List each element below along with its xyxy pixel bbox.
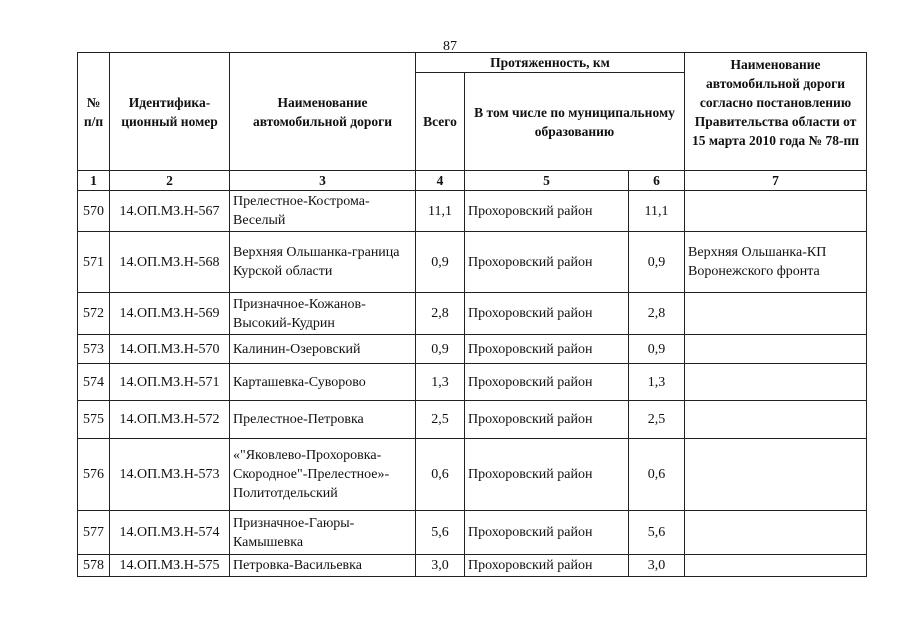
row-road-name: Верхняя Ольшанка-граница Курской области: [230, 232, 416, 293]
row-road-name: Карташевка-Суворово: [230, 364, 416, 401]
row-total: 0,9: [416, 335, 465, 364]
row-district-km: 11,1: [629, 191, 685, 232]
row-id: 14.ОП.МЗ.Н-569: [110, 293, 230, 335]
row-district: Прохоровский район: [465, 335, 629, 364]
row-total: 0,6: [416, 439, 465, 511]
table-row: [78, 364, 867, 401]
header-num: № п/п: [78, 53, 110, 171]
header-length-group: Протяженность, км: [416, 53, 685, 73]
row-district: Прохоровский район: [465, 364, 629, 401]
row-regulation-name: [685, 401, 867, 439]
row-road-name: Призначное-Гаюры-Камышевка: [230, 511, 416, 555]
row-road-name: Калинин-Озеровский: [230, 335, 416, 364]
page-number: 87: [443, 39, 457, 54]
row-district: Прохоровский район: [465, 401, 629, 439]
row-number: 577: [78, 511, 110, 555]
table-row: [78, 401, 867, 439]
row-road-name: Призначное-Кожанов-Высокий-Кудрин: [230, 293, 416, 335]
row-regulation-name: [685, 511, 867, 555]
row-total: 3,0: [416, 555, 465, 577]
column-numbers-row: [78, 171, 867, 191]
row-district: Прохоровский район: [465, 191, 629, 232]
header-road-name: Наименование автомобильной дороги: [230, 53, 416, 171]
row-district: Прохоровский район: [465, 555, 629, 577]
row-road-name: Прелестное-Кострома-Веселый: [230, 191, 416, 232]
row-id: 14.ОП.МЗ.Н-568: [110, 232, 230, 293]
row-total: 5,6: [416, 511, 465, 555]
row-regulation-name: [685, 191, 867, 232]
row-id: 14.ОП.МЗ.Н-574: [110, 511, 230, 555]
row-id: 14.ОП.МЗ.Н-575: [110, 555, 230, 577]
row-id: 14.ОП.МЗ.Н-567: [110, 191, 230, 232]
column-number: 4: [416, 171, 465, 191]
row-number: 570: [78, 191, 110, 232]
row-regulation-name: [685, 293, 867, 335]
row-id: 14.ОП.МЗ.Н-572: [110, 401, 230, 439]
row-district-km: 2,8: [629, 293, 685, 335]
row-district: Прохоровский район: [465, 293, 629, 335]
row-id: 14.ОП.МЗ.Н-570: [110, 335, 230, 364]
row-road-name: «"Яковлево-Прохоровка-Скородное"-Прелестное»-Политотдельский: [230, 439, 416, 511]
column-number: 7: [685, 171, 867, 191]
table-row: [78, 191, 867, 232]
table-row: [78, 232, 867, 293]
header-regulation-name: Наименование автомобильной дороги согласно постановлению Правительства области от 15 марта 2010 года № 78-пп: [685, 53, 867, 171]
row-road-name: Прелестное-Петровка: [230, 401, 416, 439]
row-district-km: 0,9: [629, 335, 685, 364]
row-number: 575: [78, 401, 110, 439]
row-id: 14.ОП.МЗ.Н-571: [110, 364, 230, 401]
row-total: 2,8: [416, 293, 465, 335]
row-district-km: 2,5: [629, 401, 685, 439]
row-total: 11,1: [416, 191, 465, 232]
column-number: 1: [78, 171, 110, 191]
row-district: Прохоровский район: [465, 439, 629, 511]
row-regulation-name: [685, 555, 867, 577]
table-row: [78, 335, 867, 364]
row-number: 578: [78, 555, 110, 577]
table-row: [78, 439, 867, 511]
row-regulation-name: Верхняя Ольшанка-КП Воронежского фронта: [685, 232, 867, 293]
row-district-km: 1,3: [629, 364, 685, 401]
row-road-name: Петровка-Васильевка: [230, 555, 416, 577]
row-number: 571: [78, 232, 110, 293]
row-regulation-name: [685, 439, 867, 511]
table-row: [78, 511, 867, 555]
row-total: 0,9: [416, 232, 465, 293]
row-id: 14.ОП.МЗ.Н-573: [110, 439, 230, 511]
row-district-km: 3,0: [629, 555, 685, 577]
row-regulation-name: [685, 335, 867, 364]
row-number: 573: [78, 335, 110, 364]
row-total: 1,3: [416, 364, 465, 401]
header-total: Всего: [416, 73, 465, 171]
row-number: 576: [78, 439, 110, 511]
column-number: 5: [465, 171, 629, 191]
column-number: 3: [230, 171, 416, 191]
row-district-km: 0,6: [629, 439, 685, 511]
header-municipal: В том числе по муниципальному образованию: [465, 73, 685, 171]
header-id: Идентифика-ционный номер: [110, 53, 230, 171]
table-row: [78, 293, 867, 335]
column-number: 2: [110, 171, 230, 191]
row-number: 572: [78, 293, 110, 335]
column-number: 6: [629, 171, 685, 191]
table-row: [78, 555, 867, 577]
roads-table: [77, 52, 867, 577]
row-number: 574: [78, 364, 110, 401]
row-total: 2,5: [416, 401, 465, 439]
row-regulation-name: [685, 364, 867, 401]
row-district: Прохоровский район: [465, 232, 629, 293]
row-district-km: 0,9: [629, 232, 685, 293]
row-district-km: 5,6: [629, 511, 685, 555]
row-district: Прохоровский район: [465, 511, 629, 555]
